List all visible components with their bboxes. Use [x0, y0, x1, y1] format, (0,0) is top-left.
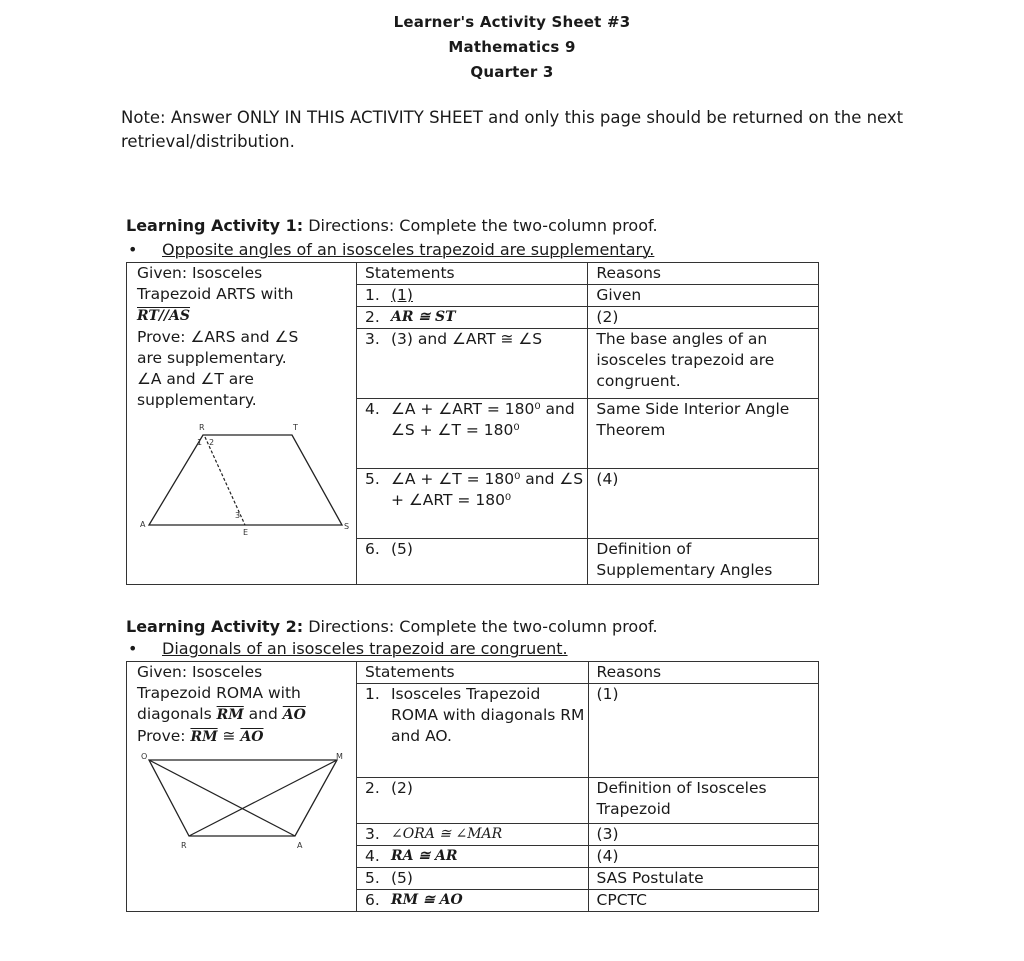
fig2-label-r: R [181, 841, 187, 850]
given-line3: RT//AS [137, 308, 191, 324]
step-number: 1. [364, 286, 380, 304]
activity1-title-bold: Learning Activity 1: [126, 216, 304, 235]
statement-text: ∠A + ∠ART = 180⁰ and ∠S + ∠T = 180⁰ [390, 400, 575, 439]
note-text: Note: Answer ONLY IN THIS ACTIVITY SHEET and only this page should be returned on the next retrieval/distribution. [121, 108, 904, 151]
prove-line3: ∠A and ∠T are [137, 370, 254, 388]
statement-text: RM ≅ AO [390, 892, 463, 908]
sheet-header [0, 10, 1024, 85]
activity2-title-rest: Directions: Complete the two-column proof. [303, 617, 658, 636]
given-line3-c: and [243, 705, 283, 723]
step-number: 2. [364, 779, 380, 797]
reason-text: Given [588, 285, 819, 307]
step-number: 4. [364, 400, 380, 418]
given-line2: Trapezoid ARTS with [137, 285, 294, 303]
activity2-title-bold: Learning Activity 2: [126, 617, 304, 636]
prove-d: $\overline{AO}$ [240, 729, 264, 745]
reason-text: Definition of Isosceles Trapezoid [588, 778, 818, 824]
statement-text: ∠ORA ≅ ∠MAR [390, 826, 503, 842]
fig1-angle-1: 1 [197, 438, 203, 447]
statement-text: AR ≅ ST [390, 309, 456, 325]
reason-text: (2) [588, 307, 819, 329]
activity1-proof-table [126, 262, 819, 585]
statement-text: (2) [390, 779, 413, 797]
fig1-angle-3: 3 [235, 511, 241, 520]
trapezoid-arts-figure [137, 415, 350, 537]
statement-text: Isosceles Trapezoid ROMA with diagonals RM and AO. [390, 685, 585, 745]
activity2-title [126, 617, 658, 636]
activity1-col-reasons: Reasons [588, 263, 819, 285]
given-line3-d: $\overline{AO}$ [282, 707, 306, 723]
step-number: 6. [364, 540, 380, 558]
diagonal-ao [149, 760, 295, 836]
given-line2: Trapezoid ROMA with [137, 684, 301, 702]
prove-b: $\overline{RM}$ [190, 729, 218, 745]
given-line3-a: diagonals [137, 705, 217, 723]
activity1-title [126, 216, 658, 235]
activity1-col-statements: Statements [356, 263, 587, 285]
prove-line2: are supplementary. [137, 349, 287, 367]
fig1-label-e: E [243, 528, 249, 537]
step-number: 4. [364, 847, 380, 865]
prove-a: Prove: [137, 727, 191, 745]
fig2-label-a: A [297, 841, 303, 850]
step-number: 3. [364, 825, 380, 843]
activity1-title-rest: Directions: Complete the two-column proof. [303, 216, 658, 235]
trapezoid-roma-shape [149, 760, 337, 836]
step-number: 3. [364, 330, 380, 348]
activity1-given-cell [127, 263, 357, 585]
step-number: 2. [364, 308, 380, 326]
given-label: Given: Isosceles [137, 264, 263, 282]
activity1-bullet: • Opposite angles of an isosceles trapezoid are supplementary. [128, 240, 655, 259]
reason-text: Same Side Interior Angle Theorem [588, 399, 819, 469]
reason-text: (4) [588, 469, 819, 539]
fig1-label-s: S [344, 522, 350, 531]
fig2-label-o: O [141, 752, 148, 761]
activity2-bullet: • Diagonals of an isosceles trapezoid are congruent. [128, 639, 568, 658]
statement-text: ∠A + ∠T = 180⁰ and ∠S + ∠ART = 180⁰ [390, 470, 584, 509]
activity1-bullet-text: Opposite angles of an isosceles trapezoid are supplementary. [162, 240, 655, 259]
step-number: 6. [364, 891, 380, 909]
reason-text: (3) [588, 824, 818, 846]
step-number: 1. [364, 685, 380, 703]
activity2-bullet-text: Diagonals of an isosceles trapezoid are congruent. [162, 639, 568, 658]
step-number: 5. [364, 869, 380, 887]
prove-c: ≅ [217, 727, 241, 745]
prove-line1: Prove: ∠ARS and ∠S [137, 328, 299, 346]
reason-text: (1) [588, 684, 818, 778]
statement-text: RA ≅ AR [390, 848, 458, 864]
activity2-proof-table [126, 661, 819, 912]
statement-text: (3) and ∠ART ≅ ∠S [390, 330, 543, 348]
reason-text: (4) [588, 846, 818, 868]
reason-text: The base angles of an isosceles trapezoid are congruent. [588, 329, 819, 399]
reason-text: Definition of Supplementary Angles [588, 539, 819, 585]
reason-text: CPCTC [588, 890, 818, 912]
fig1-label-t: T [293, 423, 298, 432]
fig2-label-m: M [336, 752, 343, 761]
statement-text: (5) [390, 540, 413, 558]
subject-label: Mathematics 9 [448, 38, 576, 56]
trapezoid-roma-figure [137, 752, 347, 852]
step-number: 5. [364, 470, 380, 488]
given-label: Given: Isosceles [137, 663, 263, 681]
statement-text: (5) [390, 869, 413, 887]
fig1-label-r: R [199, 423, 205, 432]
quarter-label: Quarter 3 [470, 63, 554, 81]
fig1-angle-2: 2 [209, 438, 215, 447]
prove-line4: supplementary. [137, 391, 257, 409]
sheet-title: Learner's Activity Sheet #3 [393, 13, 631, 31]
trapezoid-arts-shape [149, 435, 342, 525]
statement-text: (1) [390, 286, 413, 304]
reason-text: SAS Postulate [588, 868, 818, 890]
diagonal-rm [189, 760, 337, 836]
activity2-given-cell [127, 662, 357, 912]
given-line3-b: $\overline{RM}$ [216, 707, 244, 723]
fig1-label-a: A [140, 520, 146, 529]
activity2-col-reasons: Reasons [588, 662, 818, 684]
activity2-col-statements: Statements [356, 662, 588, 684]
